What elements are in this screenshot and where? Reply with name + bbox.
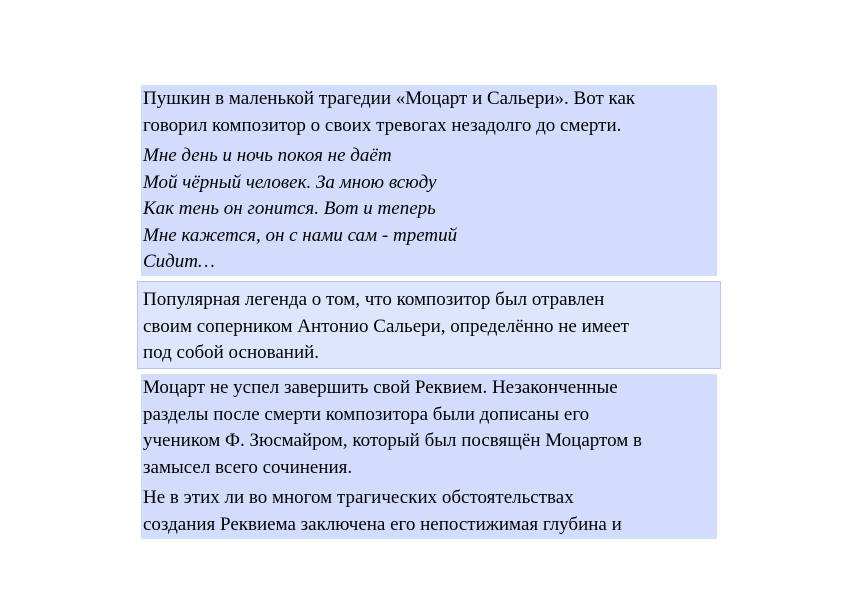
text-line: говорил композитор о своих тревогах незадолго до смерти. <box>143 114 622 136</box>
requiem-paragraph-2 <box>143 485 717 538</box>
text-line: учеником Ф. Зюсмайром, который был посвящён Моцартом в <box>143 430 642 451</box>
verse-line: Мне кажется, он с нами сам - третий <box>143 224 458 246</box>
text-line: Не в этих ли во многом трагических обстоятельствах <box>143 487 574 508</box>
text-line: под собой оснований. <box>143 342 320 363</box>
verse-line: Мой чёрный человек. За мною всюду <box>143 171 437 193</box>
text-line: Популярная легенда о том, что композитор был отравлен <box>143 289 605 310</box>
requiem-text-block <box>141 374 717 539</box>
verse-line: Мне день и ночь покоя не даёт <box>143 145 392 166</box>
text-line: Моцарт не успел завершить свой Реквием. Незаконченные <box>143 377 618 398</box>
text-line: разделы после смерти композитора были дописаны его <box>143 403 590 425</box>
pushkin-intro-paragraph <box>143 86 717 139</box>
pushkin-verse <box>143 143 717 276</box>
legend-paragraph <box>143 287 720 367</box>
text-line: Пушкин в маленькой трагедии «Моцарт и Сальери». Вот как <box>143 88 636 109</box>
verse-line: Как тень он гонится. Вот и теперь <box>143 198 436 219</box>
verse-line: Сидит… <box>143 251 215 272</box>
text-line: создания Реквиема заключена его непостижимая глубина и <box>143 513 622 535</box>
legend-text-block[interactable] <box>137 281 721 369</box>
text-line: своим соперником Антонио Сальери, определённо не имеет <box>143 315 629 337</box>
pushkin-quote-block <box>141 85 717 276</box>
text-line: замысел всего сочинения. <box>143 456 353 478</box>
requiem-paragraph-1 <box>143 375 717 481</box>
